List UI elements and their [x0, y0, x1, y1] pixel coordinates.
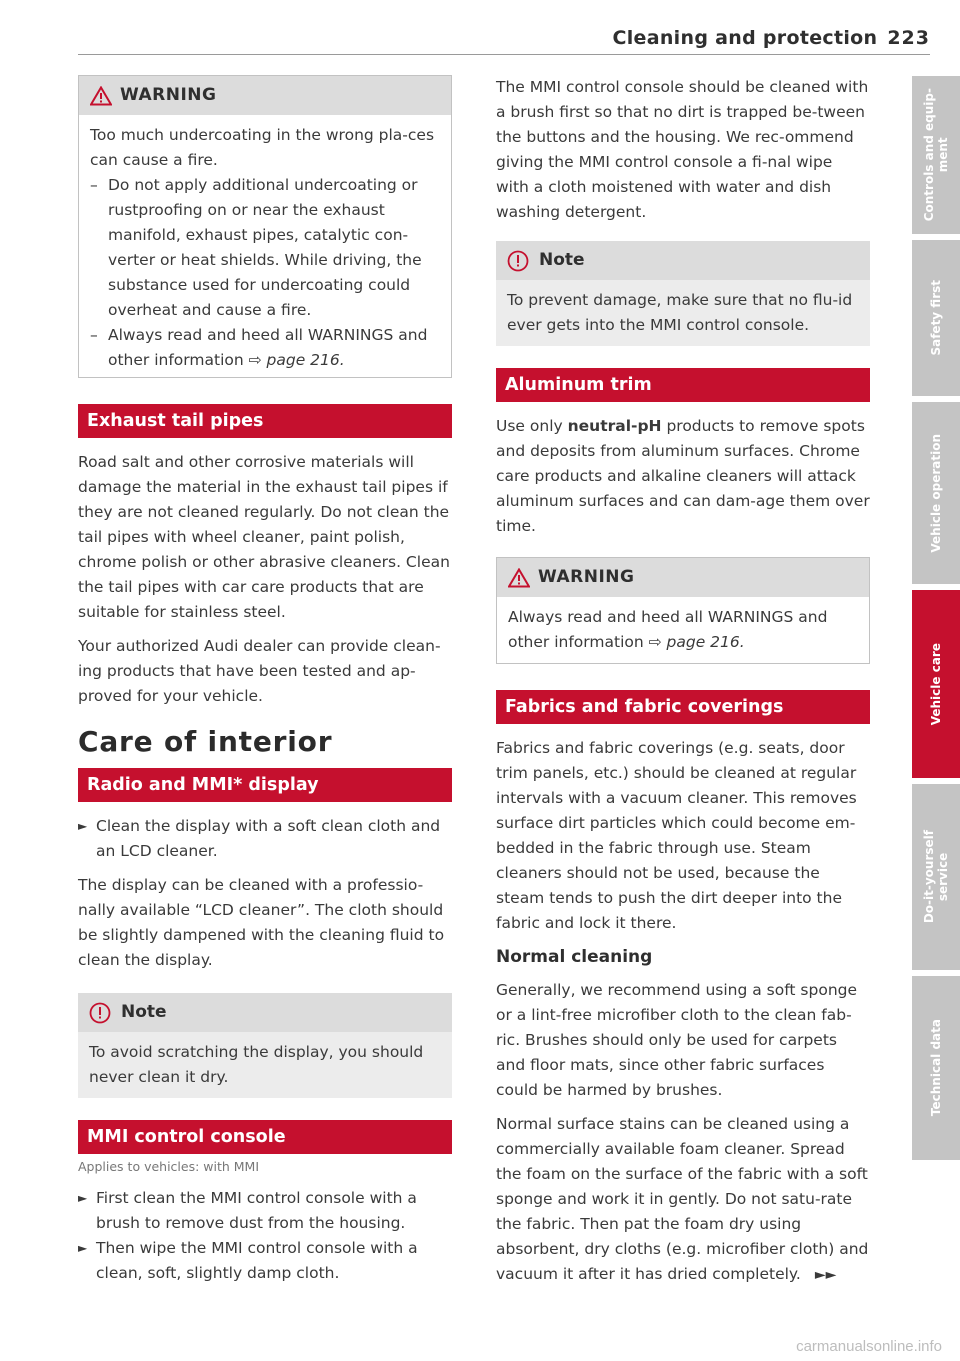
left-column: [78, 75, 452, 1286]
warning-label: WARNING: [538, 567, 635, 587]
instruction-step: ► Clean the display with a soft clean cloth and an LCD cleaner.: [78, 814, 452, 864]
heading-radio-mmi-display: Radio and MMI* display: [78, 768, 452, 802]
note-header: [78, 993, 452, 1032]
note-label: Note: [539, 250, 585, 270]
heading-mmi-control-console: MMI control console: [78, 1120, 452, 1154]
note-body: To avoid scratching the display, you should never clean it dry.: [78, 1032, 452, 1098]
chapter-tabs: [912, 76, 960, 1166]
heading-fabrics: Fabrics and fabric coverings: [496, 690, 870, 724]
paragraph: Your authorized Audi dealer can provide clean-ing products that have been tested and ap-proved for your vehicle.: [78, 637, 441, 705]
instruction-step: ► Then wipe the MMI control console with a clean, soft, slightly damp cloth.: [78, 1236, 452, 1286]
note-header: [496, 241, 870, 280]
applies-to-note: Applies to vehicles: with MMI: [78, 1159, 260, 1174]
continue-arrow-icon: ►►: [814, 1267, 837, 1283]
page-header: [78, 22, 930, 55]
step-triangle-icon: ►: [78, 819, 88, 833]
tab-technical-data[interactable]: Technical data: [912, 976, 960, 1160]
paragraph: Normal surface stains can be cleaned using a commercially available foam cleaner. Spread the foam on the surface of the fabric with a soft sponge and work it in gently. Do not satu-rate the fabric. Then pat the foam dry using absorbent, dry cloths (e.g. microfiber cloth) and vacuum it after it has dried completely. ►►: [496, 1112, 870, 1288]
info-circle-icon: [507, 250, 529, 272]
warning-label: WARNING: [120, 85, 217, 105]
paragraph: The display can be cleaned with a professio-nally available “LCD cleaner”. The cloth should be slightly dampened with the cleaning fluid to clean the display.: [78, 876, 445, 969]
tab-vehicle-care[interactable]: Vehicle care: [912, 590, 960, 778]
warning-triangle-icon: [90, 86, 112, 106]
paragraph: Generally, we recommend using a soft sponge or a lint-free microfiber cloth to the clean fab-ric. Brushes should only be used for carpets and floor mats, since other fabric surfaces could be harmed by brushes.: [496, 981, 858, 1099]
warning-box-aluminum: [496, 557, 870, 664]
tab-vehicle-operation[interactable]: Vehicle operation: [912, 402, 960, 584]
paragraph: Use only neutral-pH products to remove spots and deposits from aluminum surfaces. Chrome care products and alkaline cleaners will attack aluminum surfaces and can dam-age them over time.: [496, 417, 870, 535]
page-reference-link[interactable]: page 216.: [666, 633, 745, 651]
step-triangle-icon: ►: [78, 1191, 88, 1205]
info-circle-icon: [89, 1002, 111, 1024]
warning-item: – Always read and heed all WARNINGS and other information ⇨ page 216.: [90, 326, 428, 369]
warning-text: Always read and heed all WARNINGS and other information ⇨ page 216.: [508, 608, 828, 651]
heading-exhaust-tail-pipes: Exhaust tail pipes: [78, 404, 452, 438]
warning-box-undercoating: [78, 75, 452, 378]
warning-body: [79, 115, 451, 377]
right-column: [496, 75, 870, 1297]
note-box-fluid: [496, 241, 870, 346]
paragraph: Fabrics and fabric coverings (e.g. seats, door trim panels, etc.) should be cleaned at regular intervals with a vacuum cleaner. This removes surface dirt particles which could become em-bedded in the fabric through use. Steam cleaners should not be used, because the steam tends to push the dirt deeper into the fabric and lock it there.: [496, 739, 857, 932]
heading-aluminum-trim: Aluminum trim: [496, 368, 870, 402]
tab-do-it-yourself-service[interactable]: Do-it-yourself service: [912, 784, 960, 970]
page-number: 223: [887, 27, 930, 49]
warning-header: [79, 76, 451, 115]
paragraph: Road salt and other corrosive materials will damage the material in the exhaust tail pipes if they are not cleaned regularly. Do not clean the tail pipes with wheel cleaner, paint polish, chrome polish or other abrasive cleaners. Clean the tail pipes with car care products that are suitable for stainless steel.: [78, 453, 450, 621]
warning-intro: Too much undercoating in the wrong pla-ces can cause a fire.: [90, 126, 435, 169]
section-title: Cleaning and protection: [612, 27, 878, 49]
warning-triangle-icon: [508, 568, 530, 588]
warning-item: – Do not apply additional undercoating or rustproofing on or near the exhaust manifold, exhaust pipes, catalytic con-verter or heat shields. While driving, the substance used for undercoating could overheat and cause a fire.: [90, 176, 422, 319]
step-triangle-icon: ►: [78, 1241, 88, 1255]
heading-normal-cleaning: Normal cleaning: [496, 947, 653, 967]
tab-controls-and-equipment[interactable]: Controls and equip- ment: [912, 76, 960, 234]
note-box-display: [78, 993, 452, 1098]
warning-header: [497, 558, 869, 597]
tab-safety-first[interactable]: Safety first: [912, 240, 960, 396]
watermark: carmanualsonline.info: [796, 1338, 942, 1355]
heading-care-of-interior: Care of interior: [78, 725, 333, 758]
instruction-step: ► First clean the MMI control console with a brush to remove dust from the housing.: [78, 1186, 452, 1236]
note-body: To prevent damage, make sure that no flu-id ever gets into the MMI control console.: [496, 280, 870, 346]
warning-body: [497, 597, 869, 663]
note-label: Note: [121, 1002, 167, 1022]
page-reference-link[interactable]: page 216.: [266, 351, 345, 369]
paragraph: The MMI control console should be cleaned with a brush first so that no dirt is trapped be-tween the buttons and the housing. We rec-ommend giving the MMI control console a fi-nal wipe with a cloth moistened with water and dish washing detergent.: [496, 78, 869, 221]
